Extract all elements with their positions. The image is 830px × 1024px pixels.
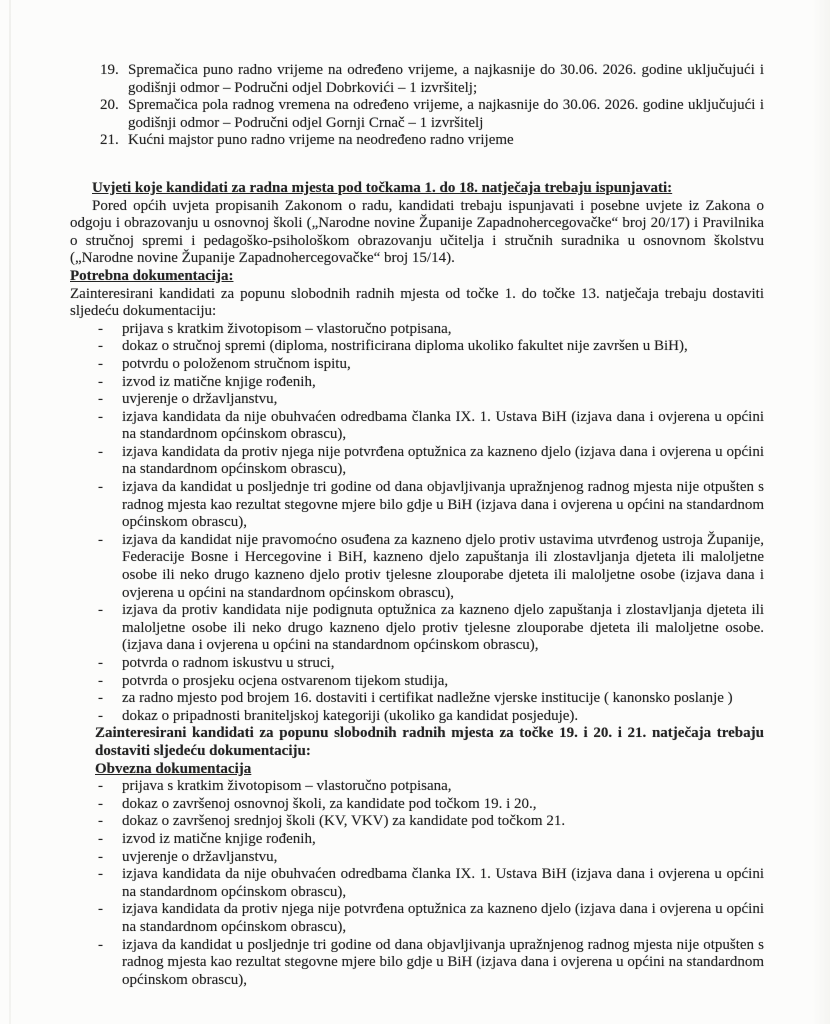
conditions-heading: Uvjeti koje kandidati za radna mjesta pod točkama 1. do 18. natječaja trebaju ispunjavati:	[92, 179, 673, 196]
mandatory-documentation-list-item	[70, 778, 764, 796]
dash-bullet: -	[98, 391, 103, 408]
dash-bullet: -	[98, 901, 103, 918]
documentation-item-text: uvjerenje o državljanstvu,	[122, 391, 278, 408]
mandatory-documentation-list-item	[70, 937, 764, 990]
dash-bullet: -	[98, 338, 103, 355]
conditions-paragraph: Pored općih uvjeta propisanih Zakonom o radu, kandidati trebaju ispunjavati i posebne uvjete iz Zakona o odgoju i obrazovanju u osnovnoj školi („Narodne novine Županije Zapadnohercegovačke“ broj 20/17) i Pravilnika o stručnoj spremi i pedagoško-psihološkom obrazovanju učitelja i stručnih suradnika u osnovnom školstvu („Narodne novine Županije Zapadnohercegovačke“ broj 15/14).	[70, 197, 764, 267]
dash-bullet: -	[98, 813, 103, 830]
mandatory-documentation-list-item	[70, 813, 764, 831]
mandatory-documentation-list-item	[70, 849, 764, 867]
job-position-number: 19.	[100, 62, 119, 78]
dash-bullet: -	[98, 848, 103, 865]
documentation-list-item	[70, 673, 764, 691]
dash-bullet: -	[98, 795, 103, 812]
dash-bullet: -	[98, 320, 103, 337]
dash-bullet: -	[98, 408, 103, 425]
documentation-item-text: izjava da protiv kandidata nije podignuta optužnica za kazneno djelo zapuštanja i zlostavljanja djeteta ili maloljetne osobe ili neko drugo kazneno djelo protiv tjelesne zlouporabe djeteta ili maloljetne osobe. (izjava dana i ovjerena u općini na standardnom općinskom obrascu),	[122, 602, 764, 654]
documentation-item-text: potvrdu o položenom stručnom ispitu,	[122, 355, 351, 372]
documentation-item-text: izjava kandidata da nije obuhvaćen odredbama članka IX. 1. Ustava BiH (izjava dana i ovjerena u općini na standardnom općinskom obrascu),	[122, 408, 764, 443]
dash-bullet: -	[98, 479, 103, 496]
documentation-item-text: dokaz o pripadnosti braniteljskoj kategoriji (ukoliko ga kandidat posjeduje).	[122, 707, 579, 724]
job-positions-list	[70, 62, 764, 150]
documentation-list-item	[70, 321, 764, 339]
required-documentation-heading: Potrebna dokumentacija:	[70, 267, 234, 284]
dash-bullet: -	[98, 443, 103, 460]
dash-bullet: -	[98, 707, 103, 724]
mandatory-documentation-item-text: uvjerenje o državljanstvu,	[122, 848, 278, 865]
documentation-item-text: potvrda o radnom iskustvu u struci,	[122, 655, 335, 671]
documentation-item-text: dokaz o stručnoj spremi (diploma, nostrificirana diploma ukoliko fakultet nije završen u BiH),	[122, 338, 688, 355]
job-position-text: Spremačica puno radno vrijeme na određeno vrijeme, a najkasnije do 30.06. 2026. godine uključujući i godišnji odmor – Područni odjel Dobrkovići – 1 izvršitelj;	[128, 62, 764, 96]
dash-bullet: -	[98, 655, 103, 671]
documentation-list-item	[70, 690, 764, 708]
mandatory-documentation-item-text: izjava kandidata da protiv njega nije potvrđena optužnica za kazneno djelo (izjava dana i ovjerena u općini na standardnom općinskom obrascu),	[122, 901, 764, 935]
dash-bullet: -	[98, 672, 103, 689]
mandatory-documentation-list-item	[70, 831, 764, 849]
documentation-list-item	[70, 409, 764, 444]
documentation-list-item	[70, 708, 764, 726]
dash-bullet: -	[98, 531, 103, 548]
documentation-item-text: izjava da kandidat nije pravomoćno osuđena za kazneno djelo protiv ustavima utvrđenog ustroja Županije, Federacije Bosne i Hercegovine i BiH, kazneno djelo zapuštanja ili zlostavljanja djeteta ili maloljetne osobe ili neko drugo kazneno djelo protiv tjelesne zlouporabe djeteta ili maloljetne osobe (izjava dana i ovjerena u općini na standardnom općinskom obrascu),	[122, 531, 764, 601]
mandatory-documentation-list-item	[70, 796, 764, 814]
scan-right-shading	[812, 0, 830, 1024]
job-position-item	[70, 62, 764, 97]
mandatory-documentation-item-text: izvod iz matične knjige rođenih,	[122, 830, 316, 847]
documentation-item-text: prijava s kratkim životopisom – vlastoručno potpisana,	[122, 320, 452, 337]
mandatory-documentation-item-text: izjava da kandidat u posljednje tri godine od dana objavljivanja upražnjenog radnog mjesta nije otpušten s radnog mjesta kao rezultat stegovne mjere bilo gdje u BiH (izjava dana i ovjerena u općini na standardnom općinskom obrascu),	[122, 936, 764, 988]
documentation-list-item	[70, 356, 764, 374]
documentation-list-item	[70, 532, 764, 602]
documentation-list	[70, 321, 764, 726]
scan-edge-line	[9, 0, 11, 1024]
documentation-item-text: za radno mjesto pod brojem 16. dostaviti i certifikat nadležne vjerske institucije ( kanonsko poslanje )	[122, 690, 733, 707]
dash-bullet: -	[98, 373, 103, 390]
document-page	[70, 62, 764, 989]
mandatory-documentation-list-item	[70, 901, 764, 936]
job-position-text: Kućni majstor puno radno vrijeme na neodređeno radno vrijeme	[128, 132, 514, 149]
dash-bullet: -	[98, 830, 103, 847]
documentation-item-text: potvrda o prosjeku ocjena ostvarenom tijekom studija,	[122, 672, 449, 689]
documentation-intro-paragraph: Zainteresirani kandidati za popunu slobodnih radnih mjesta od točke 1. do točke 13. natječaja trebaju dostaviti sljedeću dokumentaciju:	[70, 285, 764, 320]
documentation-item-text: izvod iz matične knjige rođenih,	[122, 373, 316, 390]
job-position-number: 20.	[100, 97, 119, 114]
mandatory-documentation-item-text: dokaz o završenoj osnovnoj školi, za kandidate pod točkom 19. i 20.,	[122, 795, 537, 812]
documentation-list-item	[70, 374, 764, 392]
dash-bullet: -	[98, 602, 103, 619]
dash-bullet: -	[98, 355, 103, 372]
job-position-number: 21.	[100, 132, 119, 149]
mandatory-documentation-list-item	[70, 866, 764, 901]
dash-bullet: -	[98, 866, 103, 883]
job-position-item	[70, 97, 764, 132]
mandatory-documentation-item-text: prijava s kratkim životopisom – vlastoručno potpisana,	[122, 778, 452, 795]
mandatory-documentation-heading: Obvezna dokumentacija	[95, 760, 252, 777]
documentation-item-text: izjava da kandidat u posljednje tri godine od dana objavljivanja upražnjenog radnog mjesta nije otpušten s radnog mjesta kao rezultat stegovne mjere bilo gdje u BiH (izjava dana i ovjerena u općini na standardnom općinskom obrascu),	[122, 479, 764, 531]
documentation-list-item	[70, 602, 764, 655]
documentation-list-item	[70, 444, 764, 479]
documentation-list-item	[70, 479, 764, 532]
mandatory-documentation-list	[70, 778, 764, 989]
mandatory-documentation-item-text: izjava kandidata da nije obuhvaćen odredbama članka IX. 1. Ustava BiH (izjava dana i ovjerena u općini na standardnom općinskom obrascu),	[122, 866, 764, 900]
documentation-item-text: izjava kandidata da protiv njega nije potvrđena optužnica za kazneno djelo (izjava dana i ovjerena u općini na standardnom općinskom obrascu),	[122, 443, 764, 478]
dash-bullet: -	[98, 690, 103, 707]
job-position-item	[70, 132, 764, 150]
job-position-text: Spremačica pola radnog vremena na određeno vrijeme, a najkasnije do 30.06. 2026. godine uključujući i godišnji odmor – Područni odjel Gornji Crnač – 1 izvršitelj	[128, 97, 764, 131]
documentation-intro-paragraph-points-19-21: Zainteresirani kandidati za popunu slobodnih radnih mjesta za točke 19. i 20. i 21. natječaja trebaju dostaviti sljedeću dokumentaciju:	[95, 725, 764, 759]
dash-bullet: -	[98, 778, 103, 795]
dash-bullet: -	[98, 936, 103, 953]
documentation-list-item	[70, 655, 764, 673]
documentation-list-item	[70, 391, 764, 409]
documentation-list-item	[70, 338, 764, 356]
mandatory-documentation-item-text: dokaz o završenoj srednjoj školi (KV, VKV) za kandidate pod točkom 21.	[122, 813, 566, 830]
